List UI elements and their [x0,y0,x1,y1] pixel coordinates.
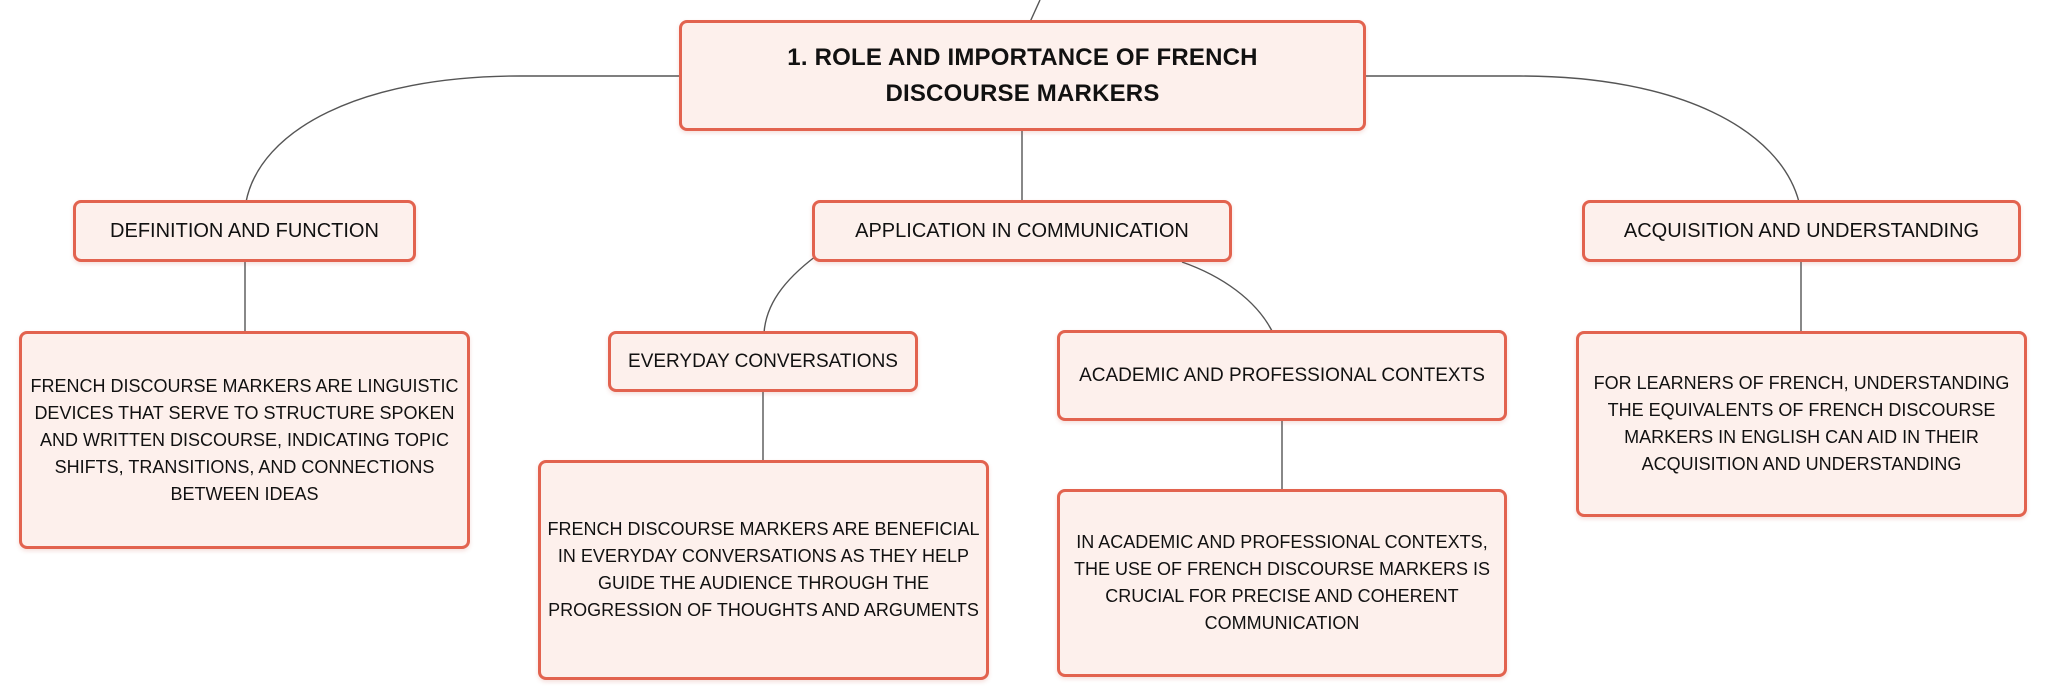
sub-academic-and-professional-contexts[interactable] [1057,330,1507,421]
root-topic-node[interactable] [679,20,1366,131]
connector-root-to-definition [246,76,679,202]
definition-detail-node[interactable] [19,331,470,549]
everyday-conversations-detail-node[interactable] [538,460,989,680]
definition-detail-text: FRENCH DISCOURSE MARKERS ARE LINGUISTIC DEVICES THAT SERVE TO STRUCTURE SPOKEN AND WRITTEN DISCOURSE, INDICATING TOPIC SHIFTS, TRANSITIONS, AND CONNECTIONS BETWEEN IDEAS [30,375,459,504]
everyday-conversations-label: EVERYDAY CONVERSATIONS [628,350,898,372]
academic-contexts-label: ACADEMIC AND PROFESSIONAL CONTEXTS [1079,364,1485,386]
branch-definition-and-function[interactable] [73,200,416,262]
acquisition-detail-node[interactable] [1576,331,2027,517]
connector-application-to-everyday [764,256,816,333]
acquisition-detail-text: FOR LEARNERS OF FRENCH, UNDERSTANDING THE EQUIVALENTS OF FRENCH DISCOURSE MARKERS IN ENGLISH CAN AID IN THEIR ACQUISITION AND UNDERSTANDING [1593,373,2010,474]
branch-definition-label: DEFINITION AND FUNCTION [110,220,379,242]
academic-contexts-detail-node[interactable] [1057,489,1507,677]
branch-acquisition-label: ACQUISITION AND UNDERSTANDING [1623,220,1980,242]
everyday-conversations-detail-text: FRENCH DISCOURSE MARKERS ARE BENEFICIAL IN EVERYDAY CONVERSATIONS AS THEY HELP GUIDE THE AUDIENCE THROUGH THE PROGRESSION OF THOUGHTS AND ARGUMENTS [547,519,980,620]
branch-acquisition-and-understanding[interactable] [1582,200,2021,262]
sub-everyday-conversations[interactable] [608,331,918,392]
connector-parent-to-root [1030,0,1040,22]
connector-application-to-academic [1182,262,1272,331]
academic-contexts-detail-text: IN ACADEMIC AND PROFESSIONAL CONTEXTS, THE USE OF FRENCH DISCOURSE MARKERS IS CRUCIAL FOR PRECISE AND COHERENT COMMUNICATION [1073,532,1491,633]
branch-application-in-communication[interactable] [812,200,1232,262]
branch-application-label: APPLICATION IN COMMUNICATION [855,220,1189,242]
root-topic-title: 1. ROLE AND IMPORTANCE OF FRENCH DISCOURSE MARKERS [787,43,1258,107]
connector-root-to-acquisition [1366,76,1799,202]
